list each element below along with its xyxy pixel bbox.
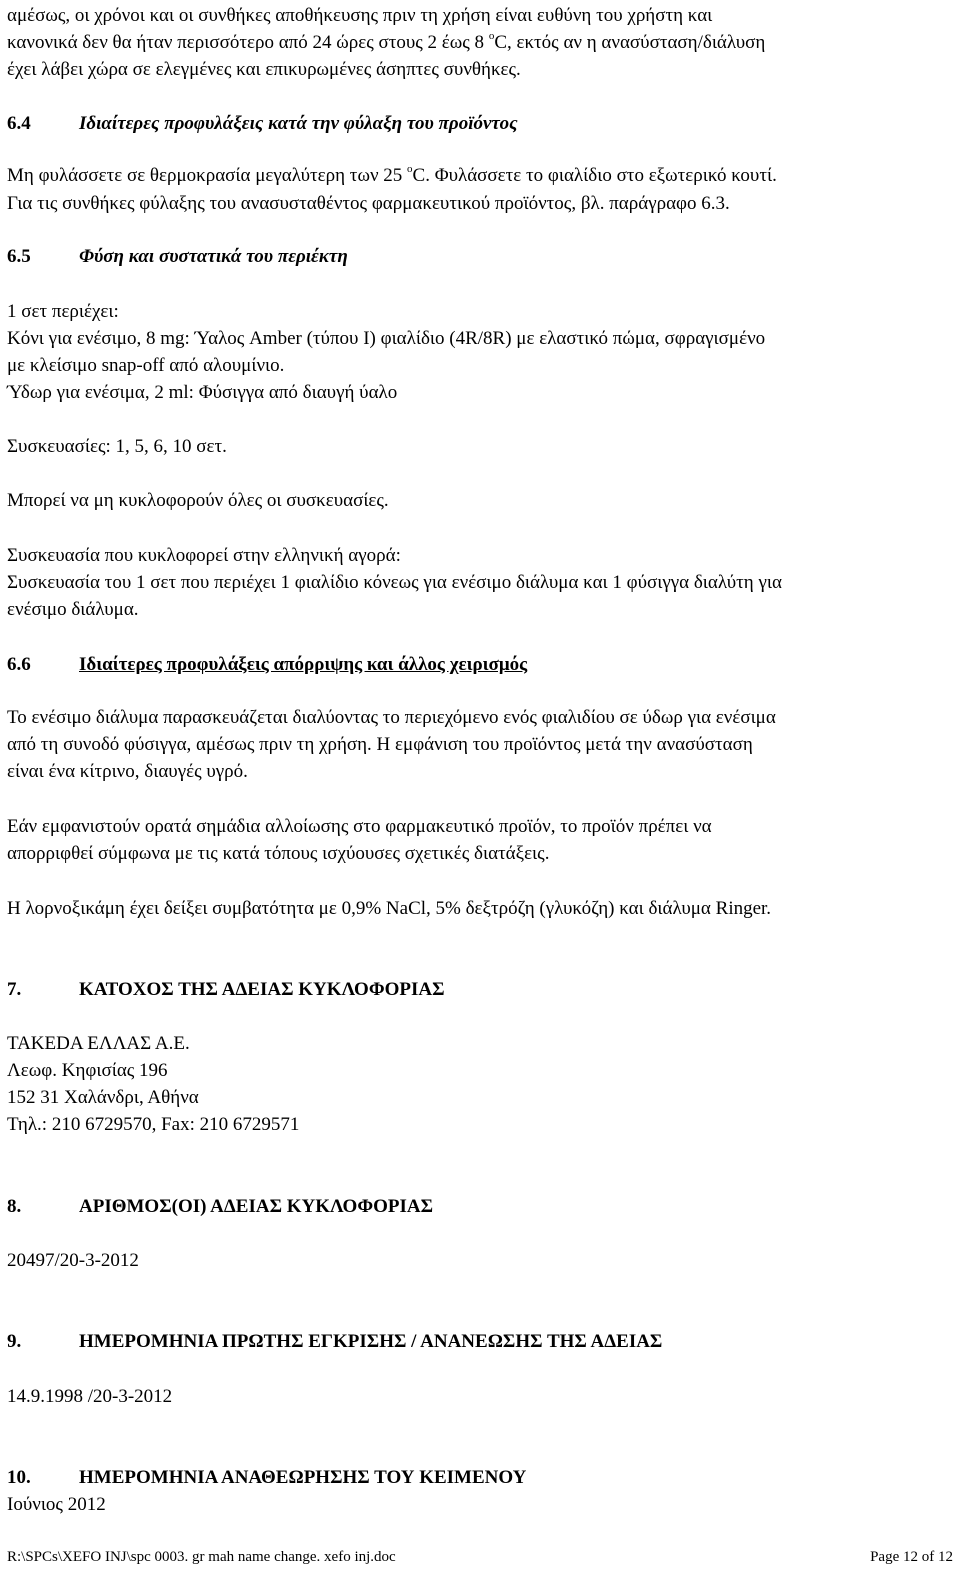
section-6-5-line-8: Συσκευασία του 1 σετ που περιέχει 1 φιαλίδιο κόνεως για ενέσιμο διάλυμα και 1 φύσιγγα διαλύτη για — [7, 572, 782, 593]
section-9-title: ΗΜΕΡΟΜΗΝΙΑ ΠΡΩΤΗΣ ΕΓΚΡΙΣΗΣ / ΑΝΑΝΕΩΣΗΣ ΤΗΣ ΑΔΕΙΑΣ — [79, 1331, 663, 1352]
footer-file-path: R:\SPCs\XEFO INJ\spc 0003. gr mah name change. xefo inj.doc — [7, 1549, 396, 1565]
intro-line-1: αμέσως, οι χρόνοι και οι συνθήκες αποθήκευσης πριν τη χρήση είναι ευθύνη του χρήστη και — [7, 5, 713, 26]
section-6-4-title: Ιδιαίτερες προφυλάξεις κατά την φύλαξη του προϊόντος — [79, 113, 518, 134]
section-6-6-p3-line-1: Η λορνοξικάμη έχει δείξει συμβατότητα με 0,9% NaCl, 5% δεξτρόζη (γλυκόζη) και διάλυμα Ringer. — [7, 898, 772, 919]
section-6-5-line-5: Συσκευασίες: 1, 5, 6, 10 σετ. — [7, 436, 227, 457]
approval-dates: 14.9.1998 /20-3-2012 — [7, 1386, 173, 1407]
holder-name: TAKEDA ΕΛΛΑΣ Α.Ε. — [7, 1033, 190, 1054]
section-6-5-number: 6.5 — [7, 246, 31, 267]
degree-superscript: o — [488, 30, 495, 42]
section-6-4-line-1 — [7, 163, 777, 186]
section-6-6-p2-line-2: απορριφθεί σύμφωνα με τις κατά τόπους ισχύουσες σχετικές διατάξεις. — [7, 843, 550, 864]
revision-date: Ιούνιος 2012 — [7, 1494, 106, 1515]
section-7-title: ΚΑΤΟΧΟΣ ΤΗΣ ΑΔΕΙΑΣ ΚΥΚΛΟΦΟΡΙΑΣ — [79, 979, 445, 1000]
section-9-number: 9. — [7, 1331, 22, 1352]
section-10-title: ΗΜΕΡΟΜΗΝΙΑ ΑΝΑΘΕΩΡΗΣΗΣ ΤΟΥ ΚΕΙΜΕΝΟΥ — [79, 1467, 527, 1488]
section-8-number: 8. — [7, 1196, 22, 1217]
intro-line-3: έχει λάβει χώρα σε ελεγμένες και επικυρωμένες άσηπτες συνθήκες. — [7, 59, 521, 80]
section-6-6-title: Ιδιαίτερες προφυλάξεις απόρριψης και άλλος χειρισμός — [79, 654, 528, 675]
section-6-5-line-9: ενέσιμο διάλυμα. — [7, 599, 139, 620]
section-6-4-line-1-start: Μη φυλάσσετε σε θερμοκρασία μεγαλύτερη των 25 — [7, 165, 408, 186]
section-6-5-line-7: Συσκευασία που κυκλοφορεί στην ελληνική αγορά: — [7, 545, 401, 566]
section-6-5-line-4: Ύδωρ για ενέσιμα, 2 ml: Φύσιγγα από διαυγή ύαλο — [7, 382, 398, 403]
footer-page-number: Page 12 of 12 — [870, 1549, 953, 1565]
section-6-4-line-2: Για τις συνθήκες φύλαξης του ανασυσταθέντος φαρμακευτικού προϊόντος, βλ. παράγραφο 6.3. — [7, 193, 730, 214]
section-6-6-p1-line-1: Το ενέσιμο διάλυμα παρασκευάζεται διαλύοντας το περιεχόμενο ενός φιαλιδίου σε ύδωρ για ενέσιμα — [7, 707, 776, 728]
section-6-6-p1-line-2: από τη συνοδό φύσιγγα, αμέσως πριν τη χρήση. Η εμφάνιση του προϊόντος μετά την ανασύσταση — [7, 734, 753, 755]
section-6-6-p2-line-1: Εάν εμφανιστούν ορατά σημάδια αλλοίωσης στο φαρμακευτικό προϊόν, το προϊόν πρέπει να — [7, 816, 712, 837]
section-6-5-line-3: με κλείσιμο snap-off από αλουμίνιο. — [7, 355, 285, 376]
section-6-6-p1-line-3: είναι ένα κίτρινο, διαυγές υγρό. — [7, 761, 248, 782]
section-6-4-line-1-end: C. Φυλάσσετε το φιαλίδιο στο εξωτερικό κουτί. — [412, 165, 777, 186]
intro-line-2 — [7, 30, 766, 53]
section-6-5-line-6: Μπορεί να μη κυκλοφορούν όλες οι συσκευασίες. — [7, 490, 389, 511]
intro-line-2-start: κανονικά δεν θα ήταν περισσότερο από 24 ώρες στους 2 έως 8 — [7, 32, 489, 53]
authorisation-number: 20497/20-3-2012 — [7, 1250, 139, 1271]
section-6-5-title: Φύση και συστατικά του περιέκτη — [79, 246, 348, 267]
section-6-5-line-2: Κόνι για ενέσιμο, 8 mg: Ύαλος Amber (τύπου I) φιαλίδιο (4R/8R) με ελαστικό πώμα, σφραγισμένο — [7, 328, 766, 349]
holder-street: Λεωφ. Κηφισίας 196 — [7, 1060, 168, 1081]
holder-city: 152 31 Χαλάνδρι, Αθήνα — [7, 1087, 199, 1108]
section-7-number: 7. — [7, 979, 22, 1000]
section-8-title: ΑΡΙΘΜΟΣ(ΟΙ) ΑΔΕΙΑΣ ΚΥΚΛΟΦΟΡΙΑΣ — [79, 1196, 434, 1217]
holder-phone-fax: Τηλ.: 210 6729570, Fax: 210 6729571 — [7, 1114, 300, 1135]
section-10-number: 10. — [7, 1467, 31, 1488]
section-6-4-number: 6.4 — [7, 113, 31, 134]
intro-line-2-end: C, εκτός αν η ανασύσταση/διάλυση — [494, 32, 766, 53]
degree-superscript: o — [407, 163, 413, 175]
section-6-5-line-1: 1 σετ περιέχει: — [7, 301, 119, 322]
section-6-6-number: 6.6 — [7, 654, 31, 675]
